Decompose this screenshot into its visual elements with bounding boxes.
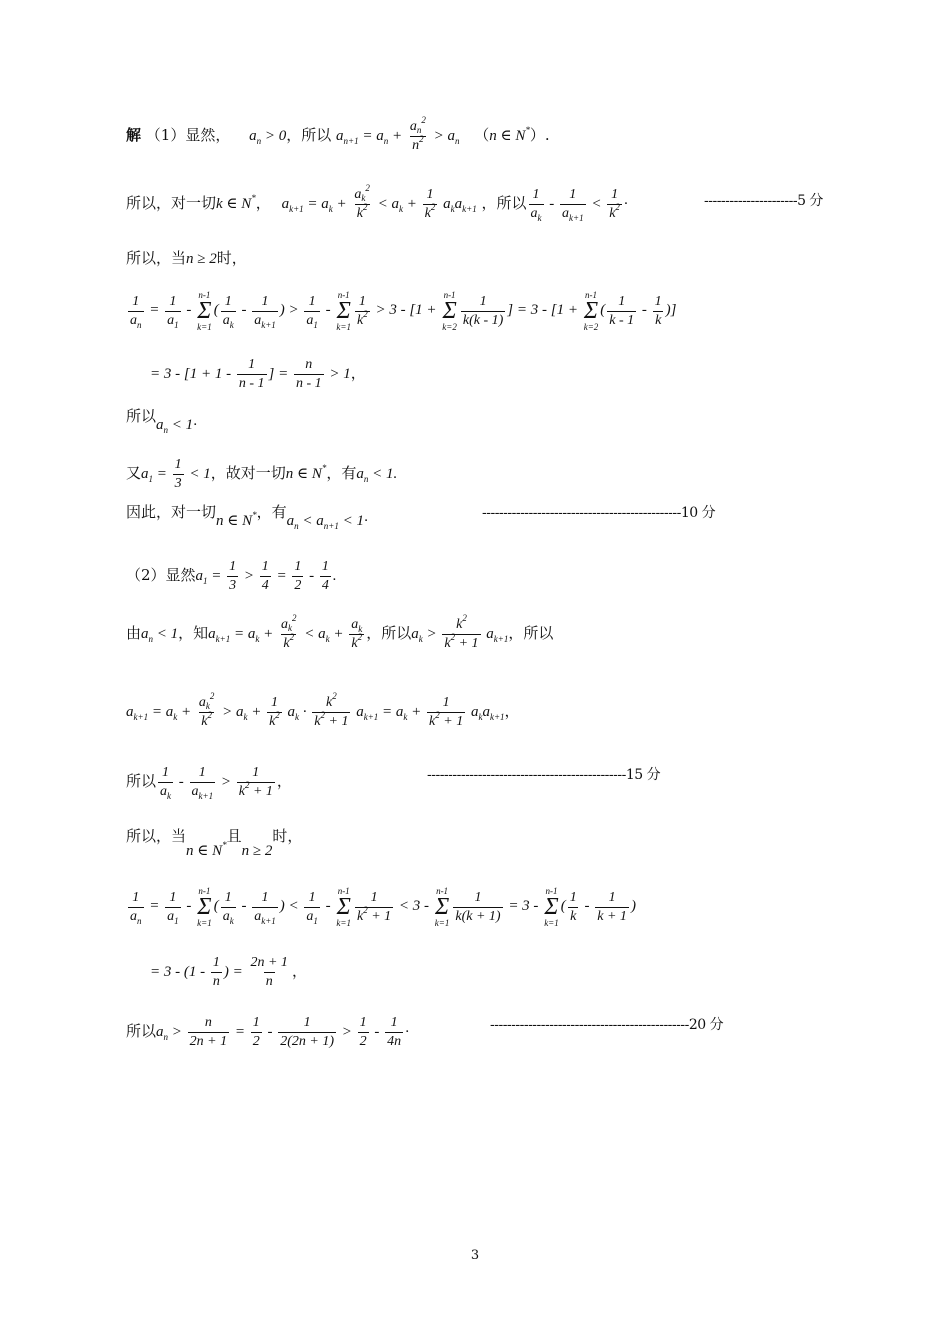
line-4 [126,290,677,332]
formula: $a_1$ = $\frac{1}{3}$ < 1 [141,457,211,491]
score-5: ----------------------5 分 [704,193,823,209]
line-1: 解 （1）显然， $a_n > 0$，所以 $a_{n+1} = a_n$ + $\frac{a_n^2}{n^2}$ > $a_n$ （n ∈ N*）. [126,115,550,153]
line-11: $a_{k+1} = a_k$ + $\frac{a_k^2}{k^2}$ > $a_k$ + $\frac{1}{k^2}$ $a_k$ · $\frac{k^2}{k^2 + 1}$ $a_{k+1} = a_k$ + $\frac{1}{k^2 + 1}$ $a_ka_{k+1}$， [126,691,520,729]
formula: n ≥ 2 [241,843,273,859]
formula: n ∈ N* [216,510,257,529]
formula: $\frac{1}{a_n}$ = $\frac{1}{a_1}$ - n-1 Σ k=1 ( $\frac{1}{a_k}$ - $\frac{1}{a_{k+1}}$ ) > $\frac{1}{a_1}$ - n-1 Σ k=1 $\frac{1}{k^2}$ > 3 - [1 + n-1 Σ k=2 $\frac{1}{k(k - 1)}$ ] = 3 - [1 + n-1 Σ k=2 ( $\frac{1}{k - 1}$ - $\frac{1}{k}$ )] [130,290,677,332]
line-7: 又$a_1$ = $\frac{1}{3}$ < 1，故对一切n ∈ N*，有$a_n < 1$. [126,457,398,491]
score-20: -----------------------------------------------20 分 [490,1017,724,1033]
formula: n ∈ N* [489,124,530,144]
line-6: 所以$a_n < 1\cdot$ [126,407,197,435]
line-13: 所以，当n ∈ N*且n ≥ 2时， [126,827,303,859]
formula: $a_n < a_{n+1} < 1\cdot$ [286,513,368,531]
page-number: 3 [470,1248,480,1263]
solution-label: 解 [126,125,142,144]
line-3: 所以，当n ≥ 2时， [126,249,247,267]
formula: n ≥ 2 [186,251,217,267]
score-15: -----------------------------------------------15 分 [427,767,661,783]
formula: = 3 - [1 + 1 - $\frac{1}{n - 1}$ ] = $\frac{n}{n - 1}$ > 1 [150,357,351,391]
line-10: 由$a_n < 1$，知$a_{k+1} = a_k$ + $\frac{a_k^2}{k^2}$ < $a_k$ + $\frac{a_k}{k^2}$ ，所以$a_k$ > $\frac{k^2}{k^2 + 1}$ $a_{k+1}$，所以 [126,613,554,651]
formula: = 3 - (1 - $\frac{1}{n}$ ) = $\frac{2n + 1}{n}$ [150,955,288,989]
formula: $a_n < 1$ [141,625,179,644]
line-2: 所以，对一切k ∈ N*， $a_{k+1} = a_k$ + $\frac{a_k^2}{k^2}$ < $a_k$ + $\frac{1}{k^2}$ $a_ka_{k+1}$ ，所以 $\frac{1}{a_k}$ - $\frac{1}{a_{k+1}}$ < $\frac{1}{k^2}$ · [126,183,628,223]
formula: $\frac{1}{a_k}$ - $\frac{1}{a_{k+1}}$ < $\frac{1}{k^2}$ · [530,187,628,223]
formula: $a_{k+1} = a_k$ + $\frac{a_k^2}{k^2}$ < $a_k$ + $\frac{1}{k^2}$ $a_ka_{k+1}$ [281,183,477,221]
formula: $a_{k+1} = a_k$ + $\frac{a_k^2}{k^2}$ > $a_k$ + $\frac{1}{k^2}$ $a_k$ · $\frac{k^2}{k^2 + 1}$ $a_{k+1} = a_k$ + $\frac{1}{k^2 + 1}$ $a_ka_{k+1}$ [126,691,505,729]
formula: $a_n$ > $\frac{n}{2n + 1}$ = $\frac{1}{2}$ - $\frac{1}{2(2n + 1)}$ > $\frac{1}{2}$ - $\frac{1}{4n}$ · [156,1015,409,1049]
formula: n ∈ N* [285,462,327,482]
score-10: -----------------------------------------------10 分 [482,505,716,521]
formula: $\frac{1}{a_n}$ = $\frac{1}{a_1}$ - n-1 Σ k=1 ( $\frac{1}{a_k}$ - $\frac{1}{a_{k+1}}$ ) < $\frac{1}{a_1}$ - n-1 Σ k=1 $\frac{1}{k^2 + 1}$ < 3 - n-1 Σ k=1 $\frac{1}{k(k + 1)}$ = 3 - n-1 Σ k=1 ( $\frac{1}{k}$ - $\frac{1}{k + 1}$ ) [130,886,636,928]
formula: $a_n < 1\cdot$ [156,417,197,435]
formula: n ∈ N* [186,840,227,859]
formula: k ∈ N* [216,192,256,212]
line-9: （2）显然$a_1$ = $\frac{1}{3}$ > $\frac{1}{4}$ = $\frac{1}{2}$ - $\frac{1}{4}$ . [126,559,337,593]
formula: $a_1$ = $\frac{1}{3}$ > $\frac{1}{4}$ = $\frac{1}{2}$ - $\frac{1}{4}$ . [195,559,337,593]
formula: $a_{k+1} = a_k$ + $\frac{a_k^2}{k^2}$ < $a_k$ + $\frac{a_k}{k^2}$ [208,613,363,651]
line-8: 因此，对一切n ∈ N*，有$a_n < a_{n+1} < 1\cdot$ [126,503,368,531]
formula: $a_k$ > $\frac{k^2}{k^2 + 1}$ $a_{k+1}$ [411,613,509,651]
line-15: = 3 - (1 - $\frac{1}{n}$ ) = $\frac{2n + 1}{n}$ ， [150,955,307,989]
line-16: 所以$a_n$ > $\frac{n}{2n + 1}$ = $\frac{1}{2}$ - $\frac{1}{2(2n + 1)}$ > $\frac{1}{2}$ - $\frac{1}{4n}$ · [126,1015,409,1049]
formula: $\frac{1}{a_k}$ - $\frac{1}{a_{k+1}}$ > $\frac{1}{k^2 + 1}$ [160,765,273,801]
line-14 [126,886,636,928]
formula: $a_n > 0$ [249,127,287,146]
line-5: = 3 - [1 + 1 - $\frac{1}{n - 1}$ ] = $\frac{n}{n - 1}$ > 1， [150,357,366,391]
formula: $a_n < 1$. [356,465,398,484]
line-12: 所以 $\frac{1}{a_k}$ - $\frac{1}{a_{k+1}}$ > $\frac{1}{k^2 + 1}$ ， [126,765,292,801]
formula: $a_{n+1} = a_n$ + $\frac{a_n^2}{n^2}$ > $a_n$ [336,115,460,153]
